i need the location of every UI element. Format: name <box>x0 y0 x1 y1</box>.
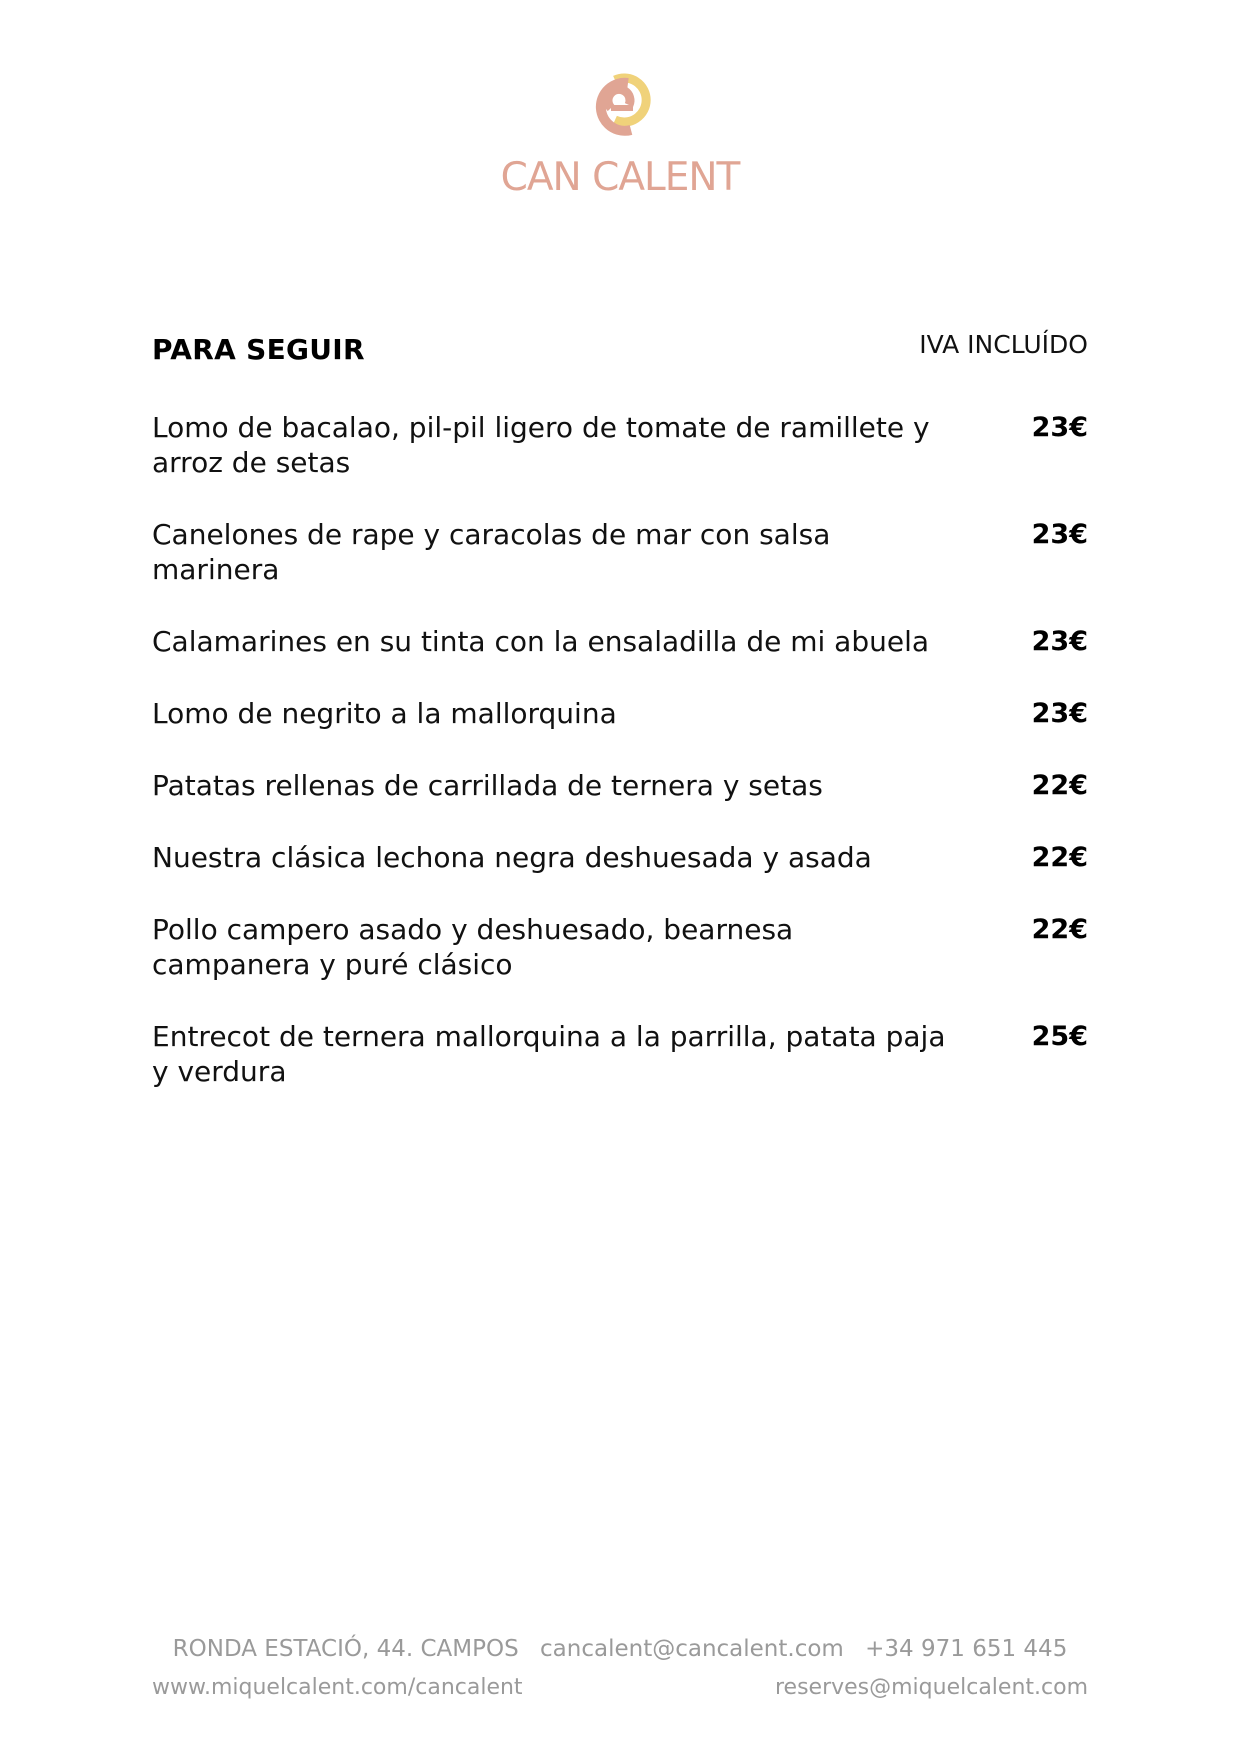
address: RONDA ESTACIÓ, 44. CAMPOS <box>172 1636 519 1662</box>
dish-price: 23€ <box>1031 412 1088 443</box>
section-title: PARA SEGUIR <box>152 333 365 366</box>
restaurant-name: CAN CALENT <box>500 155 740 200</box>
menu-list <box>152 410 1088 1126</box>
menu-item <box>152 912 1088 982</box>
menu-section-header <box>152 330 1088 370</box>
dish-description: Calamarines en su tinta con la ensaladilla de mi abuela <box>152 625 930 658</box>
reservations-email-link[interactable]: reserves@miquelcalent.com <box>774 1675 1088 1700</box>
dish-description: Pollo campero asado y deshuesado, bearnesa campanera y puré clásico <box>152 913 794 981</box>
website-link[interactable]: www.miquelcalent.com/cancalent <box>152 1675 523 1700</box>
menu-item <box>152 1019 1088 1089</box>
dish-price: 22€ <box>1031 914 1088 945</box>
dish-description: Lomo de negrito a la mallorquina <box>152 697 617 730</box>
links-line <box>152 1675 1088 1707</box>
menu-item <box>152 517 1088 587</box>
dish-description: Lomo de bacalao, pil-pil ligero de tomate de ramillete y arroz de setas <box>152 411 930 479</box>
dish-price: 25€ <box>1031 1021 1088 1052</box>
tax-included-note: IVA INCLUÍDO <box>919 330 1088 359</box>
contact-line <box>0 1636 1240 1662</box>
dish-price: 23€ <box>1031 626 1088 657</box>
phone-number[interactable]: +34 971 651 445 <box>865 1636 1068 1662</box>
dish-description: Patatas rellenas de carrillada de ternera y setas <box>152 769 823 802</box>
dish-price: 23€ <box>1031 698 1088 729</box>
contact-email-link[interactable]: cancalent@cancalent.com <box>540 1636 844 1662</box>
dish-price: 23€ <box>1031 519 1088 550</box>
menu-item <box>152 840 1088 875</box>
dish-description: Nuestra clásica lechona negra deshuesada y asada <box>152 841 872 874</box>
restaurant-logo <box>0 56 1240 200</box>
dish-description: Entrecot de ternera mallorquina a la parrilla, patata paja y verdura <box>152 1020 946 1088</box>
dish-price: 22€ <box>1031 770 1088 801</box>
menu-item <box>152 624 1088 659</box>
dish-description: Canelones de rape y caracolas de mar con salsa marinera <box>152 518 831 586</box>
menu-item <box>152 696 1088 731</box>
dish-price: 22€ <box>1031 842 1088 873</box>
menu-item <box>152 768 1088 803</box>
can-calent-logo-icon <box>575 56 665 148</box>
menu-item <box>152 410 1088 480</box>
